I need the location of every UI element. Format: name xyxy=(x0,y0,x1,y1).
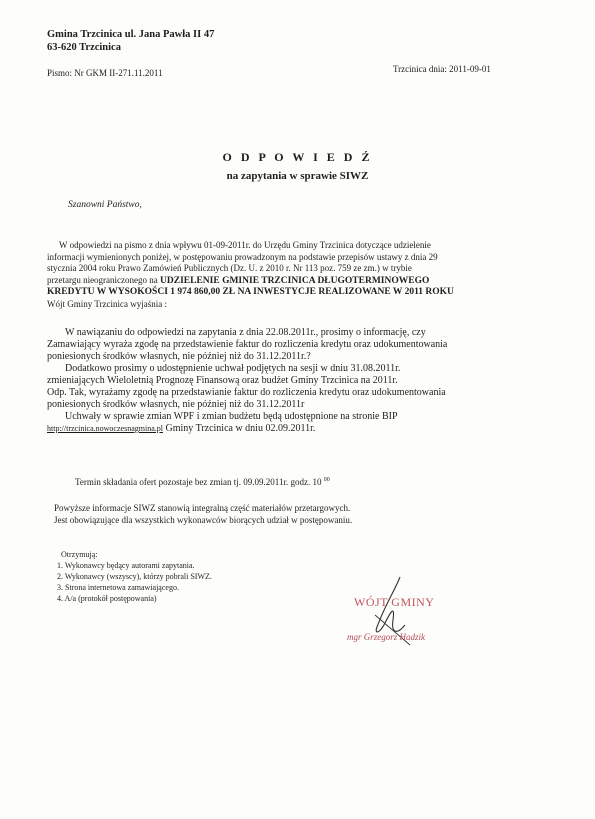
recipient-item: 2. Wykonawcy (wszyscy), którzy pobrali SIWZ. xyxy=(57,572,212,581)
intro-line-6: Wójt Gminy Trzcinica wyjaśnia : xyxy=(47,298,167,309)
answer-1-line-2: poniesionych środków własnych, nie później niż do 31.12.2011r xyxy=(47,399,305,410)
letter-date: Trzcinica dnia: 2011-09-01 xyxy=(393,64,491,74)
answer-1-line-1: Odp. Tak, wyrażamy zgodę na przedstawianie faktur do rozliczenia kredytu oraz udokumentowania xyxy=(47,387,446,398)
question-1-line-2: Zamawiający wyraża zgodę na przedstawienie faktur do rozliczenia kredytu oraz udokumentowania xyxy=(47,339,448,350)
deadline-notice xyxy=(75,477,330,487)
reference-number: Pismo: Nr GKM II-271.11.2011 xyxy=(47,68,163,78)
summary-line-1: Powyższe informacje SIWZ stanowią integralną część materiałów przetargowych. xyxy=(54,503,351,513)
question-1-line-1: W nawiązaniu do odpowiedzi na zapytania z dnia 22.08.2011r., prosimy o informację, czy xyxy=(65,327,426,338)
question-1-line-3: poniesionych środków własnych, nie później niż do 31.12.2011r.? xyxy=(47,351,311,362)
intro-line-5: KREDYTU W WYSOKOŚCI 1 974 860,00 ZŁ NA INWESTYCJE REALIZOWANE W 2011 ROKU xyxy=(47,287,454,297)
summary-line-2: Jest obowiązujące dla wszystkich wykonawców biorących udział w postępowaniu. xyxy=(54,515,353,525)
stamp-title: WÓJT GMINY xyxy=(354,595,435,609)
recipients-heading: Otrzymują: xyxy=(61,550,98,559)
document-title: O D P O W I E D Ź xyxy=(222,150,373,164)
deadline-text: Termin składania ofert pozostaje bez zmian tj. 09.09.2011r. godz. 10 xyxy=(75,477,322,487)
question-2-line-2: zmieniających Wieloletnią Prognozę Finansową oraz budżet Gminy Trzcinica na 2011r. xyxy=(47,375,398,386)
recipient-item: 1. Wykonawcy będący autorami zapytania. xyxy=(57,561,195,570)
recipients-list xyxy=(57,549,212,604)
summary-paragraph xyxy=(54,502,352,526)
bip-link[interactable]: http://trzcinica.nowoczesnagmina.pl xyxy=(47,424,163,433)
recipient-item: 4. A/a (protokół postępowania) xyxy=(57,594,157,603)
deadline-minutes: 00 xyxy=(323,477,330,483)
intro-line-4 xyxy=(47,275,517,288)
answer-2-line-2 xyxy=(47,423,522,435)
intro-line-2: informacji wymienionych poniżej, w postępowaniu prowadzonym na podstawie przepisów ustawy z dnia 29 xyxy=(47,251,438,262)
stamp-name: mgr Grzegorz Hadzik xyxy=(347,632,426,642)
recipients-items xyxy=(57,560,212,604)
questions-answers xyxy=(47,327,522,435)
salutation: Szanowni Państwo, xyxy=(68,200,142,210)
sender-line-2: 63-620 Trzcinica xyxy=(47,42,121,53)
answer-2-line-2-text: Gminy Trzcinica w dniu 02.09.2011r. xyxy=(162,423,316,434)
intro-paragraph xyxy=(47,240,517,310)
answer-2-line-1: Uchwały w sprawie zmian WPF i zmian budżetu będą udostępnione na stronie BIP xyxy=(65,411,398,422)
intro-line-1: W odpowiedzi na pismo z dnia wpływu 01-09-2011r. do Urzędu Gminy Trzcinica dotyczące udzielenie xyxy=(59,240,431,250)
intro-line-4-text: przetargu nieograniczonego na xyxy=(47,274,161,285)
sender-address xyxy=(47,28,214,54)
intro-line-3: stycznia 2004 roku Prawo Zamówień Publicznych (Dz. U. z 2010 r. Nr 113 poz. 759 ze zm.) w trybie xyxy=(47,263,412,273)
recipient-item: 3. Strona internetowa zamawiającego. xyxy=(57,583,179,592)
sender-line-1: Gmina Trzcinica ul. Jana Pawła II 47 xyxy=(47,29,215,40)
question-2-line-1: Dodatkowo prosimy o udostępnienie uchwał podjętych na sesji w dniu 31.08.2011r. xyxy=(65,363,401,374)
document-subtitle: na zapytania w sprawie SIWZ xyxy=(226,170,369,182)
intro-line-4-bold: UDZIELENIE GMINIE TRZCINICA DŁUGOTERMINOWEGO xyxy=(160,275,430,286)
